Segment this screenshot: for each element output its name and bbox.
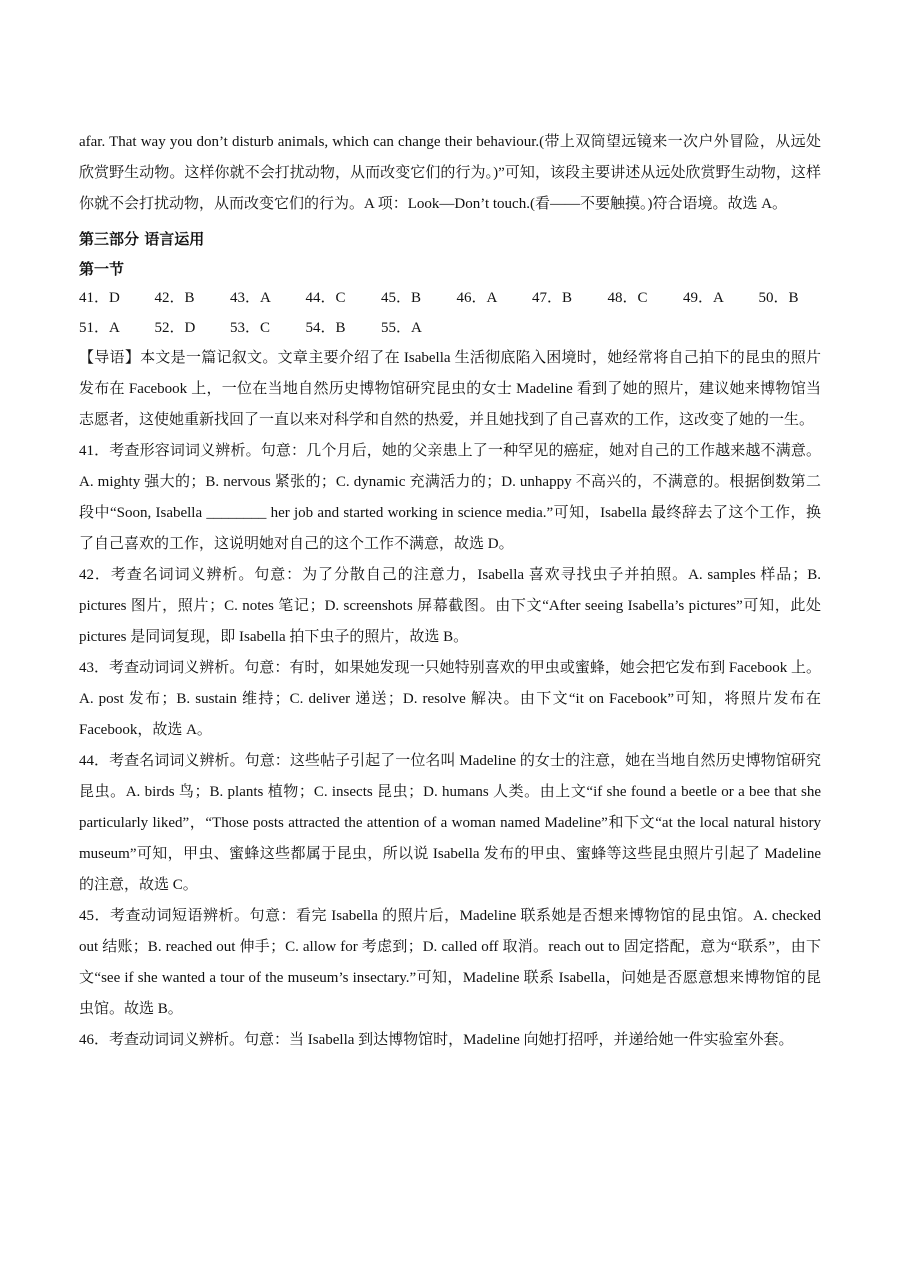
- explanation-42: 42．考查名词词义辨析。句意：为了分散自己的注意力，Isabella 喜欢寻找虫子并拍照。A. samples 样品；B. pictures 图片，照片；C. notes 笔记；D. screenshots 屏幕截图。由下文“After seeing Isabella’s pictures”可知，此处 pictures 是同词复现，即 Isabella 拍下虫子的照片，故选 B。: [79, 567, 821, 645]
- answer-54: 54．B: [305, 320, 346, 336]
- explanation-44: 44．考查名词词义辨析。句意：这些帖子引起了一位名叫 Madeline 的女士的注意，她在当地自然历史博物馆研究昆虫。A. birds 鸟；B. plants 植物；C. insects 昆虫；D. humans 人类。由上文“if she found a beetle or a bee that she particularly liked”，“Those posts attracted the attention of a woman named Madeline”和下文“at the local natural history museum”可知，甲虫、蜜蜂这些都属于昆虫，所以说 Isabella 发布的甲虫、蜜蜂等这些昆虫照片引起了 Madeline 的注意，故选 C。: [79, 753, 821, 893]
- answer-row-2: [79, 313, 821, 343]
- answer-50: 50．B: [758, 290, 799, 306]
- answer-44: 44．C: [305, 290, 346, 306]
- explanation-45: 45．考查动词短语辨析。句意：看完 Isabella 的照片后，Madeline 联系她是否想来博物馆的昆虫馆。A. checked out 结账；B. reached out 伸手；C. allow for 考虑到；D. called off 取消。reach out to 固定搭配，意为“联系”，由下文“see if she wanted a tour of the museum’s insectary.”可知，Madeline 联系 Isabella，问她是否愿意想来博物馆的昆虫馆。故选 B。: [79, 908, 821, 1017]
- answer-45: 45．B: [381, 290, 422, 306]
- answer-52: 52．D: [154, 320, 196, 336]
- answer-51: 51．A: [79, 320, 120, 336]
- answer-41: 41．D: [79, 290, 120, 306]
- answer-key: [79, 283, 821, 343]
- answer-55: 55．A: [381, 320, 422, 336]
- answer-row-1: [79, 283, 821, 313]
- answer-48: 48．C: [607, 290, 648, 306]
- answer-43: 43．A: [230, 290, 271, 306]
- part-heading: 第三部分 语言运用: [79, 230, 205, 248]
- document-page: [79, 127, 821, 1056]
- intro-paragraph: afar. That way you don’t disturb animals, which can change their behaviour.(带上双筒望远镜来一次户外冒险，从远处欣赏野生动物。这样你就不会打扰动物，从而改变它们的行为。)”可知，该段主要讲述从远处欣赏野生动物，这样你就不会打扰动物，从而改变它们的行为。A 项：Look—Don’t touch.(看——不要触摸。)符合语境。故选 A。: [79, 134, 821, 212]
- answer-47: 47．B: [532, 290, 573, 306]
- answer-46: 46．A: [456, 290, 498, 306]
- answer-53: 53．C: [230, 320, 271, 336]
- explanation-43: 43．考查动词词义辨析。句意：有时，如果她发现一只她特别喜欢的甲虫或蜜蜂，她会把它发布到 Facebook 上。A. post 发布；B. sustain 维持；C. deliver 递送；D. resolve 解决。由下文“it on Facebook”可知，将照片发布在 Facebook，故选 A。: [79, 660, 821, 738]
- section-heading: 第一节: [79, 260, 125, 278]
- guide-paragraph: 【导语】本文是一篇记叙文。文章主要介绍了在 Isabella 生活彻底陷入困境时，她经常将自己拍下的昆虫的照片发布在 Facebook 上，一位在当地自然历史博物馆研究昆虫的女士 Madeline 看到了她的照片，建议她来博物馆当志愿者，这使她重新找回了一直以来对科学和自然的热爱，并且她找到了自己喜欢的工作，这改变了她的一生。: [79, 350, 821, 428]
- explanation-41: 41．考查形容词词义辨析。句意：几个月后，她的父亲患上了一种罕见的癌症，她对自己的工作越来越不满意。A. mighty 强大的；B. nervous 紧张的；C. dynamic 充满活力的；D. unhappy 不高兴的，不满意的。根据倒数第二段中“Soon, Isabella ________ her job and started working in science media.”可知，Isabella 最终辞去了这个工作，换了自己喜欢的工作，这说明她对自己的这个工作不满意，故选 D。: [79, 443, 821, 552]
- answer-42: 42．B: [154, 290, 195, 306]
- answer-49: 49．A: [683, 290, 724, 306]
- explanation-46: 46．考查动词词义辨析。句意：当 Isabella 到达博物馆时，Madeline 向她打招呼，并递给她一件实验室外套。: [79, 1032, 794, 1048]
